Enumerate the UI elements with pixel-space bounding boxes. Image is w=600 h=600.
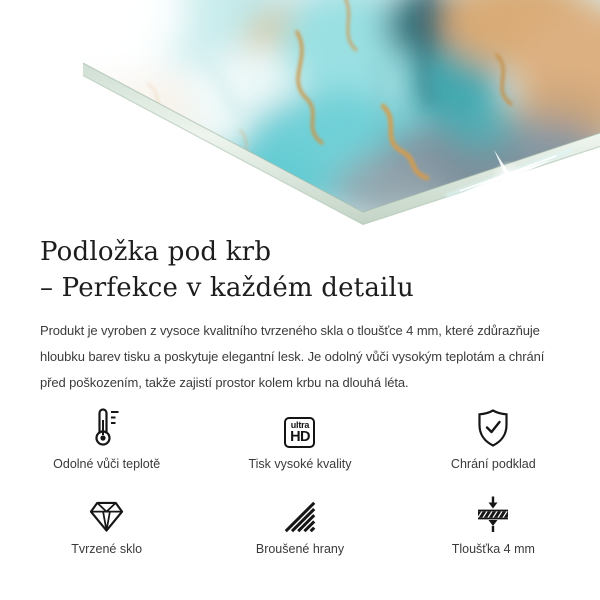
feature-label: Odolné vůči teplotě (53, 457, 161, 471)
ultra-hd-icon (284, 406, 315, 448)
ultra-hd-icon-text-top: ultra (290, 420, 310, 430)
feature-print-quality (203, 406, 396, 471)
shield-check-icon (476, 406, 510, 448)
polished-edges-icon (284, 491, 316, 533)
feature-polished-edges (203, 491, 396, 556)
feature-label: Tisk vysoké kvality (248, 457, 352, 471)
title-line-1: Podložka pod krb (40, 237, 272, 267)
thickness-4mm-icon (473, 491, 513, 533)
feature-heat-resistant (10, 406, 203, 471)
feature-protects-floor (397, 406, 590, 471)
page-title (40, 234, 560, 306)
feature-label: Tvrzené sklo (71, 542, 143, 556)
glass-panel-render (0, 0, 600, 230)
feature-label: Tloušťka 4 mm (451, 542, 535, 556)
feature-thickness (397, 491, 590, 556)
feature-label: Broušené hrany (255, 542, 345, 556)
ultra-hd-icon-text-bottom: HD (290, 429, 310, 445)
title-line-2: – Perfekce v každém detailu (40, 273, 414, 303)
product-image (0, 0, 600, 230)
diamond-icon (88, 491, 125, 533)
product-description: Produkt je vyroben z vysoce kvalitního tvrzeného skla o tloušťce 4 mm, které zdůrazňuje hloubku barev tisku a poskytuje elegantní lesk. Je odolný vůči vysokým teplotám a chrání před poškozením, takže zajistí prostor kolem krbu na dlouhá léta. (40, 323, 545, 390)
thermometer-icon (92, 406, 122, 448)
glass-artwork (0, 0, 600, 230)
feature-label: Chrání podklad (450, 457, 536, 471)
feature-tempered-glass (10, 491, 203, 556)
features-grid (10, 406, 590, 556)
